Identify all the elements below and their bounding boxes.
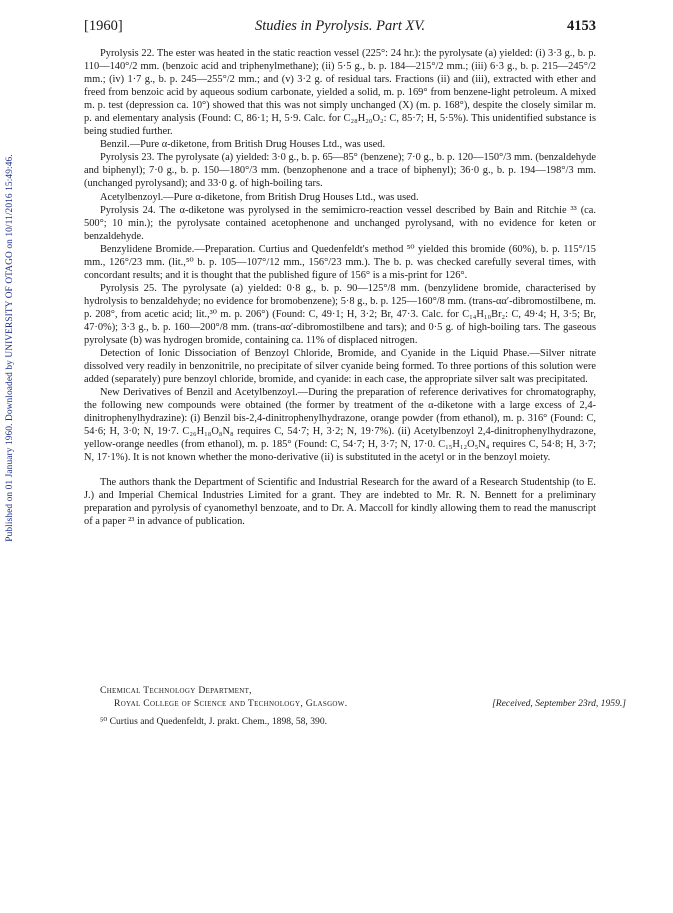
download-stamp	[3, 108, 17, 588]
paragraph-pyrolysis-25: Pyrolysis 25. The pyrolysate (a) yielded: 0·8 g., b. p. 90—125°/8 mm. (benzylidene bromide, characterised by hydrolysis to benzaldehyde; no evidence for bromobenzene); 5·8 g., b. p. 125—160°/8 mm. (trans-αα′-dibromostilbene, m. p. 208°, from acetic acid; lit.,³⁰ m. p. 206°) (Found: C, 49·1; H, 3·2; Br, 47·3. Calc. for C₁₄H₁₀Br₂: C, 49·4; H, 3·5; Br, 47·0%); 3·3 g., b. p. 160—200°/8 mm. (trans-αα′-dibromostilbene and tars); and 0·5 g. of high-boiling tars. The gaseous pyrolysate (b) was hydrogen bromide, containing ca. 11% of displaced nitrogen.	[84, 282, 596, 347]
received-date: [Received, September 23rd, 1959.]	[492, 698, 626, 709]
paragraph-pyrolysis-24: Pyrolysis 24. The α-diketone was pyrolysed in the semimicro-reaction vessel described by Bain and Ritchie ³³ (ca. 500°; 10 min.); the pyrolysate contained acetophenone and unchanged pyrolysand, with no evidence for keten or benzaldehyde.	[84, 204, 596, 242]
affiliation-college	[84, 698, 626, 711]
footnote: ⁵⁰ Curtius and Quedenfeldt, J. prakt. Chem., 1898, 58, 390.	[100, 716, 328, 727]
paragraph-benzylidene-bromide: Benzylidene Bromide.—Preparation. Curtius and Quedenfeldt's method ⁵⁰ yielded this bromide (60%), b. p. 115°/15 mm., 126°/23 mm. (lit.,⁵⁰ b. p. 105—107°/12 mm., 156°/23 mm.). The b. p. was checked carefully several times, with concordant results; and it is thought that the published figure of 156° is a mis-print for 126°.	[84, 243, 596, 281]
header-title: Studies in Pyrolysis. Part XV.	[255, 18, 425, 34]
paragraph-new-derivatives: New Derivatives of Benzil and Acetylbenzoyl.—During the preparation of reference derivatives for chromatography, the following new compounds were obtained (the former by treatment of the α-diketone with a large excess of 2,4-dinitrophenylhydrazine): (i) Benzil bis-2,4-dinitrophenylhydrazone, orange powder (from ethanol), m. p. 316° (Found: C, 54·6; H, 3·0; N, 19·7. C₂₆H₁₈O₈N₈ requires C, 54·7; H, 3·2; N, 19·7%). (ii) Acetylbenzoyl 2,4-dinitrophenylhydrazone, yellow-orange needles (from ethanol), m. p. 185° (Found: C, 54·7; H, 3·7; N, 17·0. C₁₅H₁₂O₅N₄ requires C, 54·8; H, 3·7; N, 17·1%). It is not known whether the mono-derivative (ii) is substituted in the acetyl or in the benzoyl moiety.	[84, 387, 596, 464]
paragraph-ionic-dissociation: Detection of Ionic Dissociation of Benzoyl Chloride, Bromide, and Cyanide in the Liquid Phase.—Silver nitrate dissolved very readily in benzonitrile, no precipitate of silver cyanide being formed. To three portions of this solution were added (separately) pure benzoyl chloride, bromide, and cyanide: in each case, the appropriate silver salt was precipitated.	[84, 348, 596, 386]
header-year: [1960]	[84, 18, 123, 34]
article-body	[84, 47, 596, 528]
paragraph-acetylbenzoyl: Acetylbenzoyl.—Pure α-diketone, from British Drug Houses Ltd., was used.	[100, 191, 419, 203]
affiliation-department	[84, 685, 612, 698]
paragraph-pyrolysis-22: Pyrolysis 22. The ester was heated in the static reaction vessel (225°: 24 hr.): the pyrolysate (a) yielded: (i) 3·3 g., b. p. 110—140°/2 mm. (benzoic acid and triphenylmethane); (ii) 5·5 g., b. p. 184—215°/2 mm.; (iii) 6·3 g., b. p. 215—245°/2 mm.; (iv) 1·7 g., b. p. 245—255°/2 mm.; and (v) 3·2 g. of residual tars. Fractions (ii) and (iii), extracted with ether and freed from benzoic acid by aqueous sodium carbonate, yielded a solid, m. p. 169° from benzene-light petroleum. A mixed m. p. test (depression ca. 10°) showed that this was not simply unchanged (X) (m. p. 168°), despite the closely similar m. p. and elementary analysis (Found: C, 86·1; H, 5·9. Calc. for C₂₈H₂₀O₂: C, 85·7; H, 5·5%). This unidentified substance is being studied further.	[84, 48, 596, 138]
department-name: Chemical Technology Department,	[100, 685, 252, 696]
running-header	[84, 18, 596, 40]
paragraph-pyrolysis-23: Pyrolysis 23. The pyrolysate (a) yielded: 3·0 g., b. p. 65—85° (benzene); 7·0 g., b. p. 120—150°/3 mm. (benzaldehyde and biphenyl); 7·0 g., b. p. 150—180°/3 mm. (benzophenone and a trace of biphenyl); 36·0 g., b. p. 194—198°/3 mm. (unchanged pyrolysand); and 33·0 g. of high-boiling tars.	[84, 152, 596, 190]
download-stamp-text: Published on 01 January 1960. Downloaded by UNIVERSITY OF OTAGO on 10/11/2016 15:49:46.	[5, 154, 15, 542]
paragraph-acknowledgements: The authors thank the Department of Scientific and Industrial Research for the award of a Research Studentship (to E. J.) and Imperial Chemical Industries Limited for a grant. They are indebted to Mr. R. N. Bennett for a preliminary preparation and pyrolysis of cyanomethyl benzoate, and to Dr. A. Maccoll for kindly allowing them to read the manuscript of a paper ²³ in advance of publication.	[84, 476, 596, 527]
page-number: 4153	[567, 18, 596, 34]
college-name: Royal College of Science and Technology, Glasgow.	[114, 698, 348, 709]
paragraph-benzil: Benzil.—Pure α-diketone, from British Drug Houses Ltd., was used.	[100, 139, 386, 151]
